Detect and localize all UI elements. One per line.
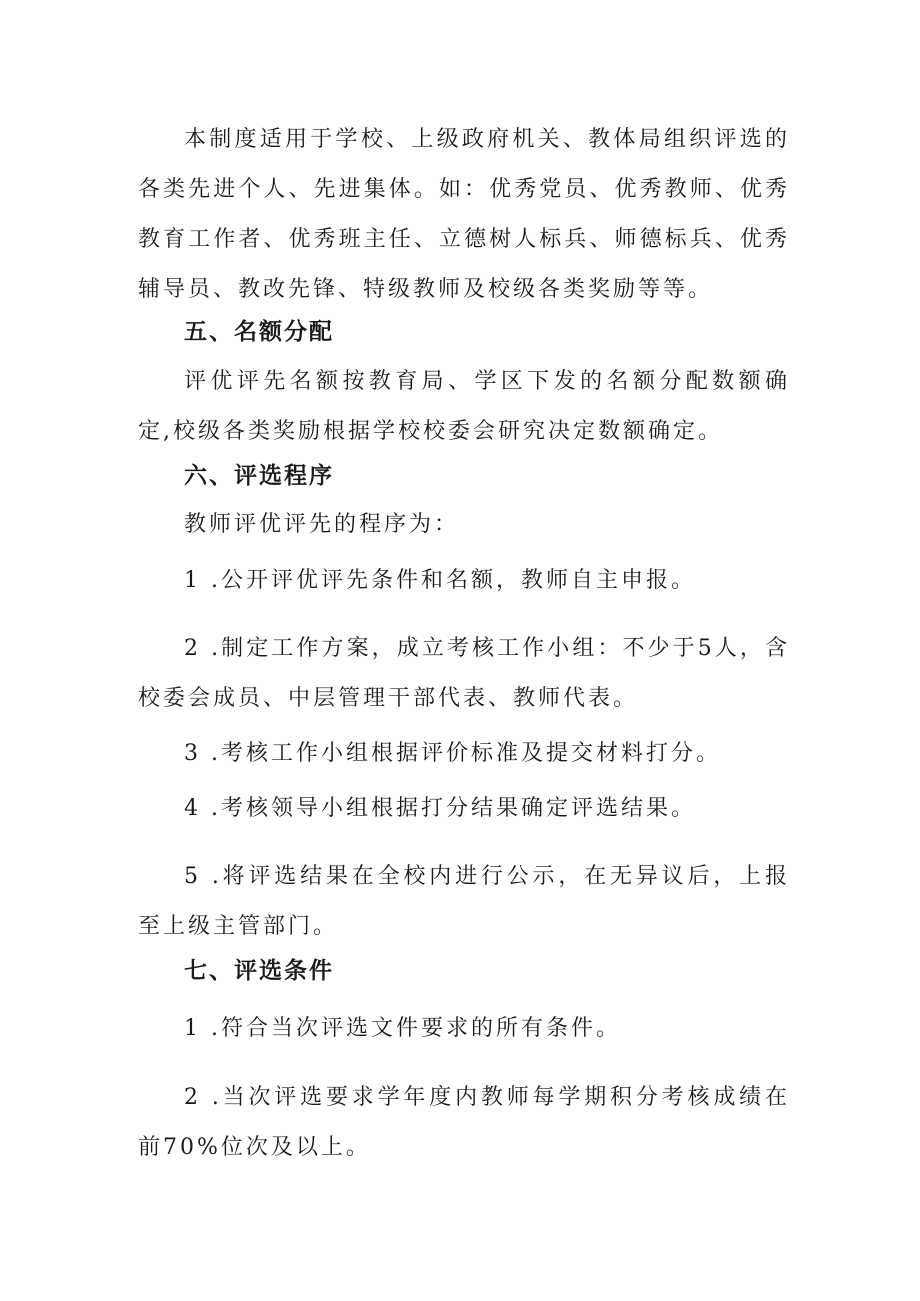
procedure-intro-paragraph: 教师评优评先的程序为： xyxy=(184,512,460,537)
section-seven-heading: 七、评选条件 xyxy=(184,958,334,984)
condition-1: 1 .符合当次评选文件要求的所有条件。 xyxy=(184,1016,621,1041)
condition-2: 2 .当次评选要求学年度内教师每学期积分考核成绩在前70%位次及以上。 xyxy=(138,1085,790,1160)
section-six-heading: 六、评选程序 xyxy=(184,463,334,489)
scope-paragraph: 本制度适用于学校、上级政府机关、教体局组织评选的各类先进个人、先进集体。如：优秀党员、优秀教师、优秀教育工作者、优秀班主任、立德树人标兵、师德标兵、优秀辅导员、教改先锋、特级教师及校级各类奖励等等。 xyxy=(138,127,790,302)
procedure-step-4: 4 .考核领导小组根据打分结果确定评选结果。 xyxy=(184,796,696,821)
procedure-step-5: 5 .将评选结果在全校内进行公示，在无异议后，上报至上级主管部门。 xyxy=(138,864,790,939)
procedure-step-3: 3 .考核工作小组根据评价标准及提交材料打分。 xyxy=(184,741,721,766)
section-five-heading: 五、名额分配 xyxy=(184,319,334,345)
quota-paragraph: 评优评先名额按教育局、学区下发的名额分配数额确定,校级各类奖励根据学校校委会研究决定数额确定。 xyxy=(138,369,790,444)
procedure-step-1: 1 .公开评优评先条件和名额，教师自主申报。 xyxy=(184,568,696,593)
procedure-step-2: 2 .制定工作方案，成立考核工作小组：不少于5人，含校委会成员、中层管理干部代表、教师代表。 xyxy=(138,636,790,711)
